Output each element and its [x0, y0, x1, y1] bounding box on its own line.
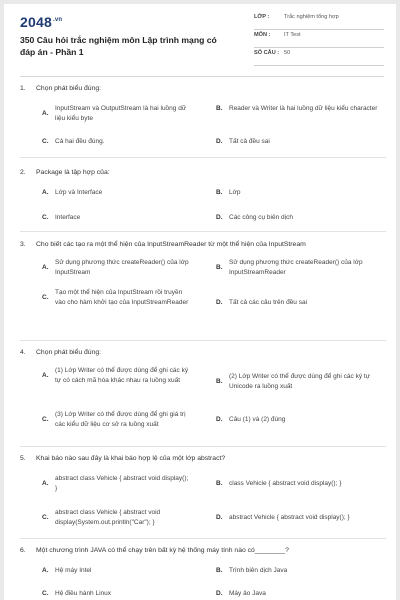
- option-d[interactable]: [216, 137, 386, 147]
- header-divider: [20, 76, 384, 77]
- option-text: Sử dụng phương thức createReader() của lớp InputStreamReader: [229, 259, 363, 276]
- option-text: Hệ điều hành Linux: [55, 590, 112, 597]
- document-page: [4, 4, 396, 600]
- question-separator: [20, 538, 386, 539]
- question-number: 6.: [20, 547, 26, 554]
- option-letter: C.: [42, 138, 49, 145]
- option-letter: D.: [216, 416, 223, 423]
- option-d[interactable]: [216, 589, 386, 599]
- option-text: (3) Lớp Writer có thể được dùng để ghi giá trị các kiểu dữ liệu cơ sở ra luồng xuất: [55, 411, 186, 428]
- option-text: Các công cụ biên dịch: [229, 214, 293, 221]
- option-a[interactable]: [42, 188, 192, 198]
- option-a[interactable]: [42, 474, 192, 493]
- option-text: abstract class Vehicle { abstract void display(System.out.println("Car"); }: [55, 509, 161, 526]
- option-letter: A.: [42, 189, 49, 196]
- question-separator: [20, 231, 386, 232]
- option-d[interactable]: [216, 513, 386, 523]
- option-b[interactable]: [216, 372, 386, 391]
- option-b[interactable]: [216, 479, 386, 489]
- option-letter: C.: [42, 293, 49, 301]
- option-a[interactable]: [42, 566, 192, 576]
- option-c[interactable]: [42, 589, 192, 599]
- option-c[interactable]: [42, 137, 192, 147]
- option-letter: B.: [216, 189, 223, 196]
- option-text: class Vehicle { abstract void display(); }: [229, 480, 342, 487]
- question-header: [20, 454, 386, 463]
- option-text: Sử dụng phương thức createReader() của lớp InputStream: [55, 259, 189, 276]
- option-text: Reader và Writer là hai luồng dữ liệu kiểu character: [229, 105, 378, 112]
- option-text: Câu (1) và (2) đúng: [229, 416, 286, 423]
- option-letter: A.: [42, 263, 49, 271]
- site-logo[interactable]: [20, 14, 62, 30]
- option-letter: B.: [216, 263, 223, 271]
- option-text: InputStream và OutputStream là hai luồng dữ liệu kiểu byte: [55, 105, 187, 122]
- option-c[interactable]: [42, 288, 192, 307]
- option-text: (1) Lớp Writer có thể được dùng để ghi các ký tự có cách mã hóa khác nhau ra luồng xuất: [55, 367, 189, 384]
- option-text: Trình biên dịch Java: [229, 567, 288, 574]
- document-header: [4, 4, 396, 74]
- option-text: Máy ảo Java: [229, 590, 266, 597]
- option-text: Hệ máy Intel: [55, 567, 92, 574]
- question-number: 1.: [20, 85, 26, 92]
- question-header: [20, 546, 386, 555]
- option-b[interactable]: [216, 566, 386, 576]
- meta-value: Trắc nghiệm tổng hợp: [284, 14, 339, 20]
- question-separator: [20, 157, 386, 158]
- option-d[interactable]: [216, 415, 386, 425]
- option-letter: C.: [42, 590, 49, 597]
- logo-text: 2048: [20, 14, 52, 30]
- question-5: [20, 454, 386, 544]
- option-letter: D.: [216, 514, 223, 521]
- question-separator: [20, 446, 386, 447]
- option-d[interactable]: [216, 298, 386, 308]
- option-text: Cả hai đều đúng.: [55, 138, 105, 145]
- question-text: Khai báo nào sau đây là khai báo hợp lệ của một lớp abstract?: [36, 455, 226, 462]
- meta-row-class: [254, 14, 384, 30]
- meta-value: IT Test: [284, 32, 301, 38]
- logo-suffix: .vn: [52, 17, 63, 24]
- option-text: (2) Lớp Writer có thể được dùng để ghi các ký tự Unicode ra luồng xuất: [229, 373, 371, 390]
- question-text: Chọn phát biểu đúng:: [36, 349, 102, 356]
- option-text: Lớp: [229, 189, 241, 196]
- document-title: 350 Câu hỏi trắc nghiệm môn Lập trình mạng có đáp án - Phần 1: [20, 35, 217, 57]
- question-text: Chọn phát biểu đúng:: [36, 85, 102, 92]
- option-a[interactable]: [42, 366, 192, 385]
- option-text: abstract Vehicle { abstract void display(); }: [229, 514, 350, 521]
- meta-row-subject: [254, 32, 384, 48]
- question-header: [20, 168, 386, 177]
- option-b[interactable]: [216, 188, 386, 198]
- question-1: [20, 84, 386, 164]
- option-letter: A.: [42, 479, 49, 487]
- option-letter: B.: [216, 567, 223, 574]
- meta-key: MÔN :: [254, 32, 271, 38]
- meta-row-count: [254, 50, 384, 66]
- option-letter: A.: [42, 567, 49, 574]
- option-letter: D.: [216, 299, 223, 306]
- question-header: [20, 240, 386, 249]
- option-text: Lớp và Interface: [55, 189, 103, 196]
- meta-key: LỚP :: [254, 14, 270, 20]
- question-6: [20, 546, 386, 600]
- option-letter: A.: [42, 371, 49, 379]
- option-c[interactable]: [42, 213, 192, 223]
- question-separator: [20, 340, 386, 341]
- option-a[interactable]: [42, 104, 192, 123]
- option-d[interactable]: [216, 213, 386, 223]
- option-text: Interface: [55, 214, 81, 221]
- meta-value: 50: [284, 50, 291, 56]
- meta-key: SỐ CÂU :: [254, 50, 280, 56]
- question-2: [20, 168, 386, 228]
- document-meta: [254, 14, 384, 68]
- option-letter: D.: [216, 138, 223, 145]
- option-text: Tạo một thể hiện của InputStream rồi truyền vào cho hàm khởi tạo của InputStreamReader: [55, 289, 189, 306]
- option-letter: C.: [42, 415, 49, 423]
- question-text: Package là tập hợp của:: [36, 169, 110, 176]
- option-c[interactable]: [42, 508, 192, 527]
- question-number: 3.: [20, 241, 26, 248]
- option-letter: B.: [216, 105, 223, 112]
- question-header: [20, 348, 386, 357]
- option-letter: D.: [216, 214, 223, 221]
- option-letter: C.: [42, 214, 49, 221]
- question-header: [20, 84, 386, 93]
- option-b[interactable]: [216, 258, 386, 277]
- option-b[interactable]: [216, 104, 386, 114]
- option-text: abstract class Vehicle { abstract void display(); }: [55, 475, 189, 492]
- option-letter: B.: [216, 480, 223, 487]
- option-letter: D.: [216, 590, 223, 597]
- option-text: Tất cả đều sai: [229, 138, 270, 145]
- question-number: 2.: [20, 169, 26, 176]
- question-3: [20, 240, 386, 340]
- question-4: [20, 348, 386, 448]
- question-text: Một chương trình JAVA có thể chạy trên bất kỳ hệ thống máy tính nào có________?: [36, 547, 289, 554]
- option-letter: A.: [42, 109, 49, 117]
- option-letter: B.: [216, 377, 223, 385]
- option-a[interactable]: [42, 258, 192, 277]
- question-number: 5.: [20, 455, 26, 462]
- option-letter: C.: [42, 513, 49, 521]
- question-number: 4.: [20, 349, 26, 356]
- option-c[interactable]: [42, 410, 192, 429]
- question-text: Cho biết các tạo ra một thể hiện của InputStreamReader từ một thể hiện của InputStream: [36, 241, 306, 248]
- option-text: Tất cả các câu trên đều sai: [229, 299, 308, 306]
